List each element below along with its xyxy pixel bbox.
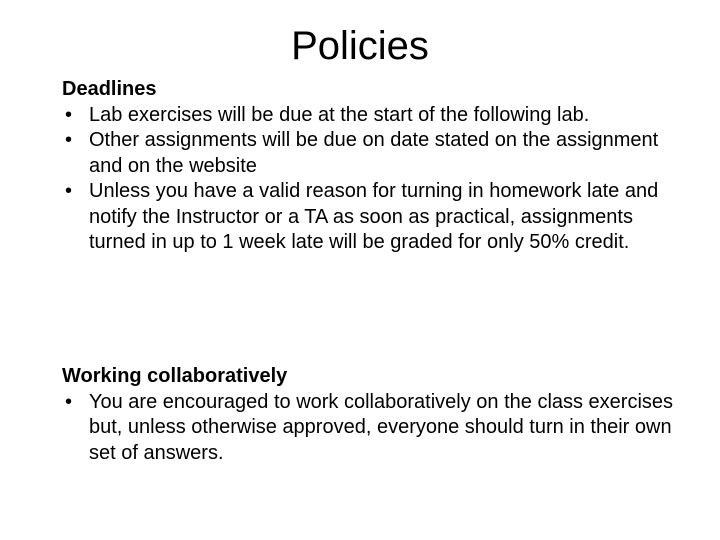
list-item-text: Other assignments will be due on date stated on the assignment and on the website xyxy=(89,129,659,177)
list-item xyxy=(62,390,682,467)
slide-title xyxy=(0,22,720,70)
bullet-icon: • xyxy=(65,180,73,202)
bullet-icon: • xyxy=(65,103,73,126)
bullet-icon: • xyxy=(65,129,73,151)
bullet-list xyxy=(62,390,682,467)
list-item-text: You are encouraged to work collaboratively on the class exercises but, unless otherwise approved, everyone should turn in their own set of answers. xyxy=(89,390,674,464)
section-deadlines xyxy=(62,77,682,256)
list-item xyxy=(62,128,682,179)
bullet-list xyxy=(62,103,682,256)
bullet-icon: • xyxy=(65,390,73,413)
list-item xyxy=(62,103,682,129)
section-heading: Deadlines xyxy=(62,78,157,100)
list-item-text: Unless you have a valid reason for turning in homework late and notify the Instructor or a TA as soon as practical, assignments turned in up to 1 week late will be graded for only 50% credit. xyxy=(89,180,659,253)
section-working-collaboratively xyxy=(62,364,682,466)
slide-title-text: Policies xyxy=(291,24,429,68)
section-heading: Working collaboratively xyxy=(62,365,288,387)
list-item xyxy=(62,179,682,256)
list-item-text: Lab exercises will be due at the start of the following lab. xyxy=(89,103,590,126)
